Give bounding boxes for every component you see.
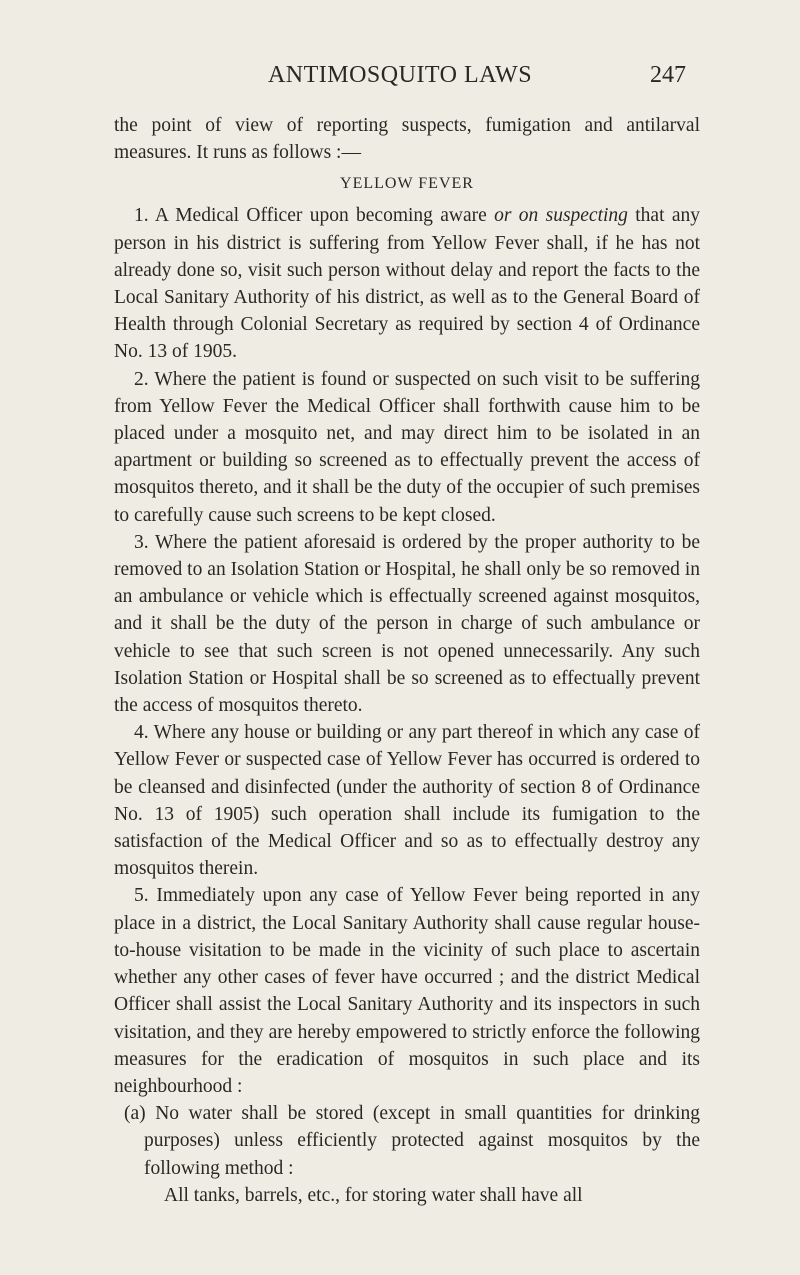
subparagraph-a-label: (a): [124, 1103, 146, 1125]
running-title: ANTIMOSQUITO LAWS: [267, 62, 533, 88]
intro-paragraph: the point of view of reporting suspects, fumigation and antilarval measures. It runs as follows :—: [114, 115, 700, 164]
paragraph-1: [114, 202, 700, 365]
paragraph-4: 4. Where any house or building or any part thereof in which any case of Yellow Fever or suspected case of Yellow Fever has occurred is ordered to be cleansed and disinfected (under the authority of section 8 of Ordinance No. 13 of 1905) such operation shall include its fumigation to the satisfaction of the Medical Officer and so as to effectually destroy any mosquitos therein.: [114, 722, 700, 880]
page-body: [114, 112, 700, 1209]
paragraph-1-rest: that any person in his district is suffering from Yellow Fever shall, if he has not already done so, visit such person without delay and report the facts to the Local Sanitary Authority of his district, as well as to the General Board of Health through Colonial Secretary as required by section 4 of Ordinance No. 13 of 1905.: [114, 205, 700, 363]
page-header: [0, 62, 800, 92]
paragraph-2: 2. Where the patient is found or suspected on such visit to be suffering from Yellow Fever the Medical Officer shall forthwith cause him to be placed under a mosquito net, and may direct him to be isolated in an apartment or building so screened as to effectually prevent the access of mosquitos thereto, and it shall be the duty of the occupier of such premises to carefully cause such screens to be kept closed.: [114, 368, 700, 526]
paragraph-5: 5. Immediately upon any case of Yellow Fever being reported in any place in a district, the Local Sanitary Authority shall cause regular house-to-house visitation to be made in the vicinity of such place to ascertain whether any other cases of fever have occurred ; and the district Medical Officer shall assist the Local Sanitary Authority and its inspectors in such visitation, and they are hereby empowered to strictly enforce the following measures for the eradication of mosquitos in such place and its neighbourhood :: [114, 885, 700, 1097]
paragraph-1-lead: 1. A Medical Officer upon becoming aware: [134, 205, 495, 227]
section-heading: YELLOW FEVER: [340, 175, 474, 193]
subparagraph-a: [114, 1100, 700, 1182]
subparagraph-a-continuation: All tanks, barrels, etc., for storing water shall have all: [164, 1184, 583, 1206]
subparagraph-a-text: No water shall be stored (except in small quantities for drinking purposes) unless efficiently protected against mosquitos by the following method :: [144, 1103, 700, 1179]
page-number: 247: [650, 62, 686, 88]
paragraph-1-italic: or on suspecting: [494, 205, 628, 227]
paragraph-3: 3. Where the patient aforesaid is ordered by the proper authority to be removed to an Isolation Station or Hospital, he shall only be so removed in an ambulance or vehicle which is effectually screened against mosquitos, and it shall be the duty of the person in charge of such ambulance or vehicle to see that such screen is not opened unnecessarily. Any such Isolation Station or Hospital shall be so screened as to effectually prevent the access of mosquitos thereto.: [114, 531, 700, 717]
